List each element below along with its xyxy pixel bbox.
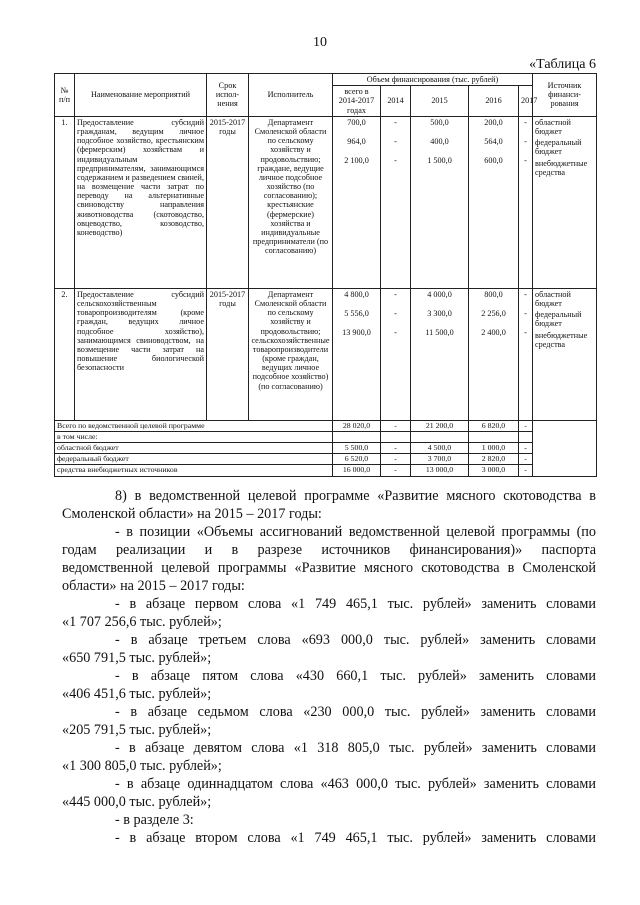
row-term: 2015-2017 годы — [207, 288, 249, 420]
paragraph: «1 707 256,6 тыс. рублей»; — [62, 614, 222, 630]
value: - — [394, 156, 397, 166]
summary-2015: 3 700,0 — [411, 454, 469, 465]
value: 11 500,0 — [425, 328, 454, 338]
value: - — [394, 308, 397, 318]
value: - — [524, 328, 527, 338]
value: - — [524, 308, 527, 318]
summary-label: средства внебюджетных источников — [55, 465, 333, 476]
row-2017 — [519, 116, 533, 288]
paragraph: - в абзаце седьмом слова «230 000,0 тыс. рублей» заменить словами — [115, 704, 596, 720]
paragraph: области» на 2015 – 2017 годы: — [62, 578, 245, 594]
value: - — [394, 328, 397, 338]
row-source — [533, 288, 597, 420]
summary-2017 — [519, 431, 533, 442]
paragraph: «205 791,5 тыс. рублей»; — [62, 722, 212, 738]
summary-2014 — [381, 431, 411, 442]
summary-2014: - — [381, 465, 411, 476]
summary-2016 — [469, 431, 519, 442]
paragraph: - в абзаце втором слова «1 749 465,1 тыс. рублей» заменить словами — [115, 830, 596, 846]
paragraph: - в абзаце третьем слова «693 000,0 тыс. рублей» заменить словами — [115, 632, 596, 648]
paragraph: «406 451,6 тыс. рублей»; — [62, 686, 212, 702]
summary-row — [55, 465, 597, 476]
row-2014 — [381, 116, 411, 288]
header-2014: 2014 — [381, 86, 411, 117]
value: федеральный бюджет — [535, 310, 582, 329]
summary-label: Всего по ведомственной целевой программе — [55, 420, 333, 431]
value: 700,0 — [347, 117, 366, 127]
table-caption: «Таблица 6 — [529, 57, 596, 72]
header-volume: Объем финансирования (тыс. рублей) — [333, 74, 533, 86]
value: - — [394, 136, 397, 146]
header-name: Наименование мероприятий — [75, 74, 207, 117]
summary-2017: - — [519, 443, 533, 454]
value: 5 556,0 — [344, 308, 369, 318]
financing-table — [54, 73, 597, 477]
summary-label: в том числе: — [55, 431, 333, 442]
value: областной бюджет — [535, 117, 571, 136]
value: 13 900,0 — [342, 328, 371, 338]
row-name: Предоставление субсидий сельскохозяйственным товаропроизводителям (кроме граждан, ведущих личное подсобное хозяйство), занимающимся свиноводством, на возмещение части затрат на повышение биологической безопасности — [75, 288, 207, 420]
value: - — [524, 156, 527, 166]
header-source: Источник финанси-рования — [533, 74, 597, 117]
paragraph: - в абзаце одиннадцатом слова «463 000,0 тыс. рублей» заменить словами — [115, 776, 596, 792]
row-2014 — [381, 288, 411, 420]
row-executor: Департамент Смоленской области по сельскому хозяйству и продовольствию; сельскохозяйственные товаропроизводители (кроме граждан, ведущих личное подсобное хозяйство) (по согласованию) — [249, 288, 333, 420]
value: 400,0 — [430, 136, 449, 146]
value: 200,0 — [484, 117, 503, 127]
row-2016 — [469, 288, 519, 420]
summary-2014: - — [381, 443, 411, 454]
summary-2017: - — [519, 420, 533, 431]
row-2016 — [469, 116, 519, 288]
summary-2014: - — [381, 420, 411, 431]
header-total: всего в 2014-2017 годах — [333, 86, 381, 117]
value: 2 256,0 — [481, 308, 506, 318]
value: 500,0 — [430, 117, 449, 127]
value: областной бюджет — [535, 289, 571, 308]
summary-row — [55, 431, 597, 442]
paragraph: - в абзаце девятом слова «1 318 805,0 тыс. рублей» заменить словами — [115, 740, 596, 756]
summary-total: 16 000,0 — [333, 465, 381, 476]
summary-2015 — [411, 431, 469, 442]
summary-row — [55, 454, 597, 465]
value: - — [394, 117, 397, 127]
row-total — [333, 288, 381, 420]
value: внебюджетные средства — [535, 330, 588, 349]
value: 4 800,0 — [344, 289, 369, 299]
summary-2016: 2 820,0 — [469, 454, 519, 465]
summary-2016: 3 000,0 — [469, 465, 519, 476]
row-2015 — [411, 116, 469, 288]
summary-total — [333, 431, 381, 442]
header-num: № п/п — [55, 74, 75, 117]
value: 4 000,0 — [427, 289, 452, 299]
header-2016: 2016 — [469, 86, 519, 117]
paragraph: «1 300 805,0 тыс. рублей»; — [62, 758, 222, 774]
value: 964,0 — [347, 136, 366, 146]
value: 2 100,0 — [344, 156, 369, 166]
summary-2016: 6 820,0 — [469, 420, 519, 431]
summary-row — [55, 420, 597, 431]
header-2015: 2015 — [411, 86, 469, 117]
value: 600,0 — [484, 156, 503, 166]
summary-2016: 1 000,0 — [469, 443, 519, 454]
summary-2017: - — [519, 465, 533, 476]
summary-row — [55, 443, 597, 454]
header-term: Срок испол-нения — [207, 74, 249, 117]
row-num: 2. — [55, 288, 75, 420]
row-total — [333, 116, 381, 288]
summary-total: 5 500,0 — [333, 443, 381, 454]
summary-2017: - — [519, 454, 533, 465]
summary-total: 28 020,0 — [333, 420, 381, 431]
summary-2015: 21 200,0 — [411, 420, 469, 431]
value: федеральный бюджет — [535, 138, 582, 157]
paragraph: «650 791,5 тыс. рублей»; — [62, 650, 212, 666]
row-2017 — [519, 288, 533, 420]
paragraph: - в абзаце первом слова «1 749 465,1 тыс. рублей» заменить словами — [115, 596, 596, 612]
value: - — [394, 289, 397, 299]
header-executor: Исполнитель — [249, 74, 333, 117]
row-2015 — [411, 288, 469, 420]
paragraph: Смоленской области» на 2015 – 2017 годы: — [62, 506, 322, 522]
paragraph: - в позиции «Объемы ассигнований ведомственной целевой программы (по — [115, 524, 596, 540]
paragraph: ведомственной целевой программы «Развитие мясного скотоводства в Смоленской — [62, 560, 596, 576]
summary-label: областной бюджет — [55, 443, 333, 454]
summary-total: 6 520,0 — [333, 454, 381, 465]
table-row — [55, 288, 597, 420]
paragraph: - в разделе 3: — [115, 812, 194, 828]
value: 3 300,0 — [427, 308, 452, 318]
value: 1 500,0 — [427, 156, 452, 166]
value: - — [524, 289, 527, 299]
summary-2014: - — [381, 454, 411, 465]
summary-2015: 4 500,0 — [411, 443, 469, 454]
header-2017: 2017 — [519, 86, 533, 117]
paragraph: 8) в ведомственной целевой программе «Развитие мясного скотоводства в — [115, 488, 596, 504]
value: 800,0 — [484, 289, 503, 299]
row-source — [533, 116, 597, 288]
row-name: Предоставление субсидий гражданам, ведущим личное подсобное хозяйство, крестьянским (фермерским) хозяйствам и индивидуальным предпринимателям, занимающимся содержанием и разведением свиней, на возмещение части затрат по переводу на альтернативные свиноводству направления животноводства (скотоводство, овцеводство, козоводство, коневодство) — [75, 116, 207, 288]
row-num: 1. — [55, 116, 75, 288]
table-header-row — [55, 74, 597, 86]
amendment-text — [62, 487, 596, 847]
summary-source-blank — [533, 420, 597, 476]
row-executor: Департамент Смоленской области по сельскому хозяйству и продовольствию; граждане, ведущие личное подсобное хозяйство (по согласованию); крестьянские (фермерские) хозяйства и индивидуальные предприниматели (по согласованию) — [249, 116, 333, 288]
page-number: 10 — [313, 35, 327, 50]
value: 2 400,0 — [481, 328, 506, 338]
summary-2015: 13 000,0 — [411, 465, 469, 476]
row-term: 2015-2017 годы — [207, 116, 249, 288]
paragraph: «445 000,0 тыс. рублей»; — [62, 794, 212, 810]
table-row — [55, 116, 597, 288]
value: - — [524, 117, 527, 127]
value: внебюджетные средства — [535, 158, 588, 177]
paragraph: годам реализации и в разрезе источников финансирования)» паспорта — [62, 542, 596, 558]
value: 564,0 — [484, 136, 503, 146]
value: - — [524, 136, 527, 146]
summary-label: федеральный бюджет — [55, 454, 333, 465]
paragraph: - в абзаце пятом слова «430 660,1 тыс. рублей» заменить словами — [115, 668, 596, 684]
